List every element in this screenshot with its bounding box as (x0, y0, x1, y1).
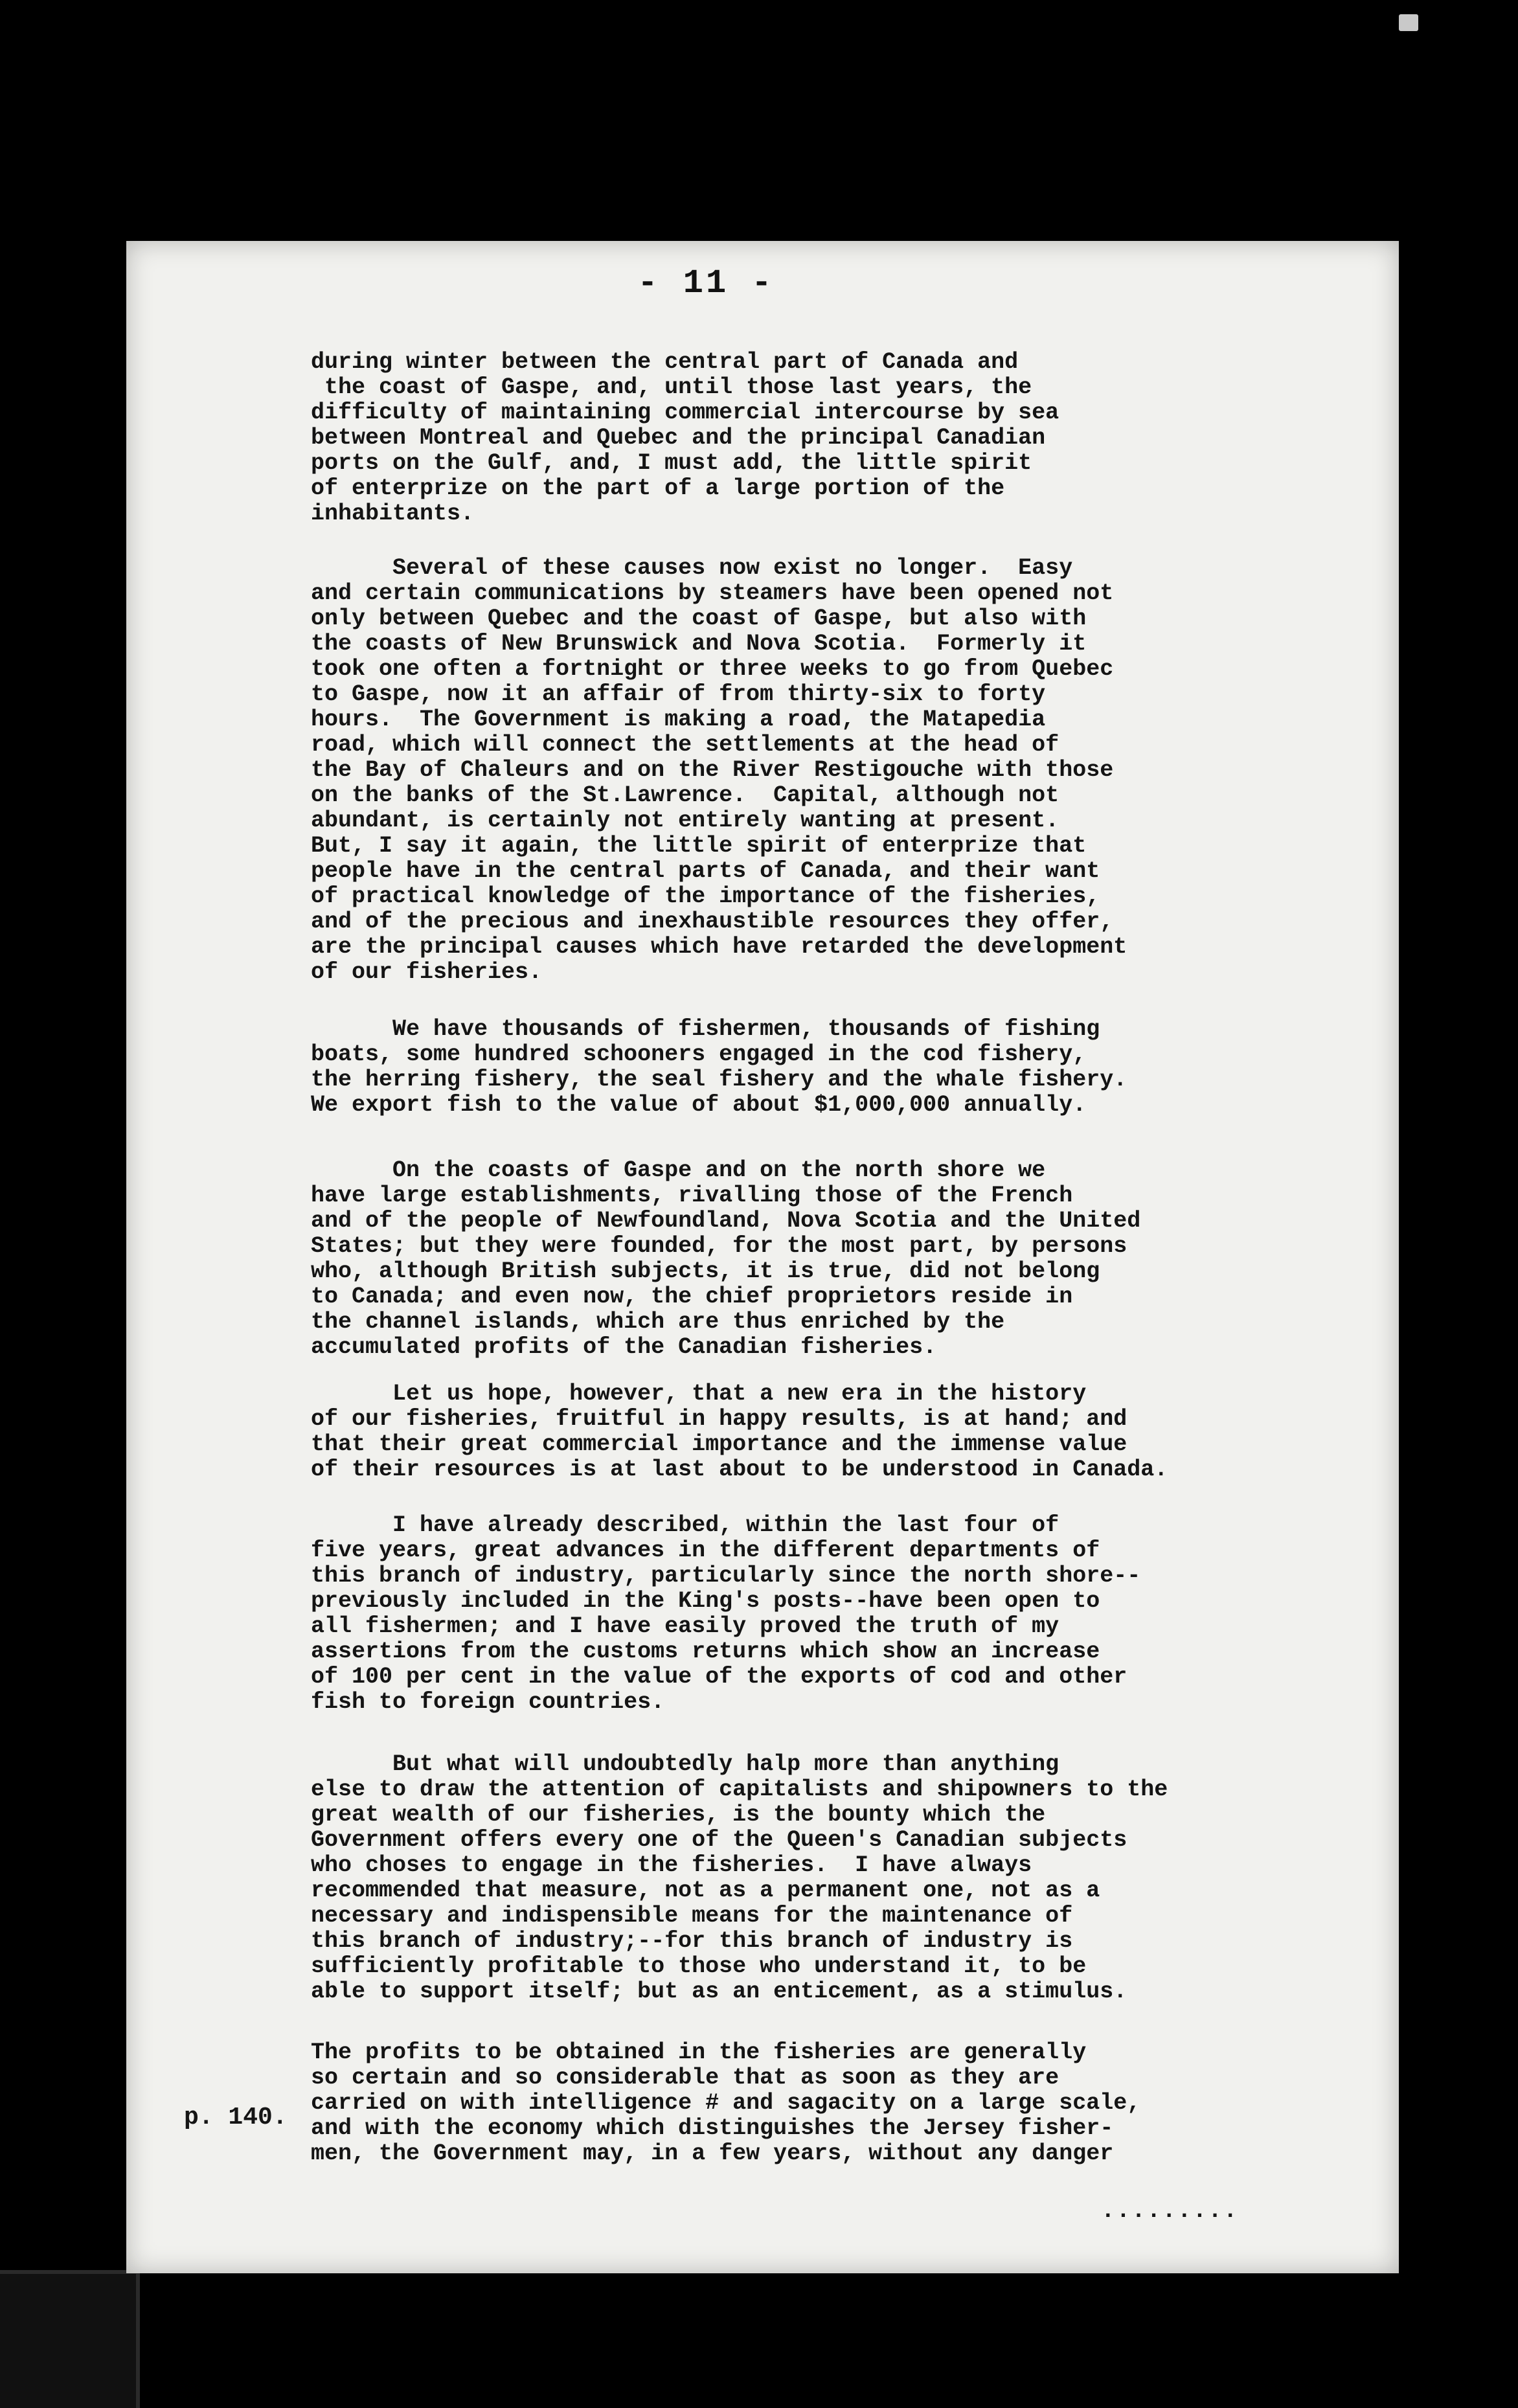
paragraph-8: The profits to be obtained in the fisheries are generally so certain and so considerable that as soon as they are carried on with intelligence # and sagacity on a large scale, and with the economy which distinguishes the Jersey fisher- men, the Government may, in a few years, without any danger (311, 2039, 1141, 2166)
continuation-dots: ......... (1101, 2198, 1239, 2224)
paragraph-5: Let us hope, however, that a new era in the history of our fisheries, fruitful in happy results, is at hand; and that their great commercial importance and the immense value of their resources is at last about to be understood in Canada. (311, 1381, 1168, 1482)
paragraph-1: during winter between the central part of Canada and the coast of Gaspe, and, until those last years, the difficulty of maintaining commercial intercourse by sea between Montreal and Quebec and the principal Canadian ports on the Gulf, and, I must add, the little spirit of enterprize on the part of a large portion of the inhabitants. (311, 349, 1059, 527)
margin-page-reference: p. 140. (184, 2104, 288, 2131)
paragraph-6: I have already described, within the last four of five years, great advances in the different departments of this branch of industry, particularly since the north shore-- previously included in the King's posts--have been open to all fishermen; and I have easily proved the truth of my assertions from the customs returns which show an increase of 100 per cent in the value of the exports of cod and other fish to foreign countries. (311, 1512, 1141, 1715)
page-number: - 11 - (637, 264, 775, 302)
paragraph-3: We have thousands of fishermen, thousands of fishing boats, some hundred schooners engaged in the cod fishery, the herring fishery, the seal fishery and the whale fishery. We export fish to the value of about $1,000,000 annually. (311, 1016, 1127, 1118)
paragraph-2: Several of these causes now exist no longer. Easy and certain communications by steamers have been opened not only between Quebec and the coast of Gaspe, but also with the coasts of New Brunswick and Nova Scotia. Formerly it took one often a fortnight or three weeks to go from Quebec to Gaspe, now it an affair of from thirty-six to forty hours. The Government is making a road, the Matapedia road, which will connect the settlements at the head of the Bay of Chaleurs and on the River Restigouche with those on the banks of the St.Lawrence. Capital, although not abundant, is certainly not entirely wanting at present. But, I say it again, the little spirit of enterprize that people have in the central parts of Canada, and their want of practical knowledge of the importance of the fisheries, and of the precious and inexhaustible resources they offer, are the principal causes which have retarded the development of our fisheries. (311, 555, 1127, 985)
paragraph-4: On the coasts of Gaspe and on the north shore we have large establishments, rivalling those of the French and of the people of Newfoundland, Nova Scotia and the United States; but they were founded, for the most part, by persons who, although British subjects, it is true, did not belong to Canada; and even now, the chief proprietors reside in the channel islands, which are thus enriched by the accumulated profits of the Canadian fisheries. (311, 1157, 1141, 1360)
paragraph-7: But what will undoubtedly halp more than anything else to draw the attention of capitalists and shipowners to the great wealth of our fisheries, is the bounty which the Government offers every one of the Queen's Canadian subjects who choses to engage in the fisheries. I have always recommended that measure, not as a permanent one, not as a necessary and indispensible means for the maintenance of this branch of industry;--for this branch of industry is sufficiently profitable to those who understand it, to be able to support itself; but as an enticement, as a stimulus. (311, 1751, 1168, 2005)
film-registration-mark (1399, 14, 1418, 31)
film-edge-tab (0, 2270, 140, 2408)
